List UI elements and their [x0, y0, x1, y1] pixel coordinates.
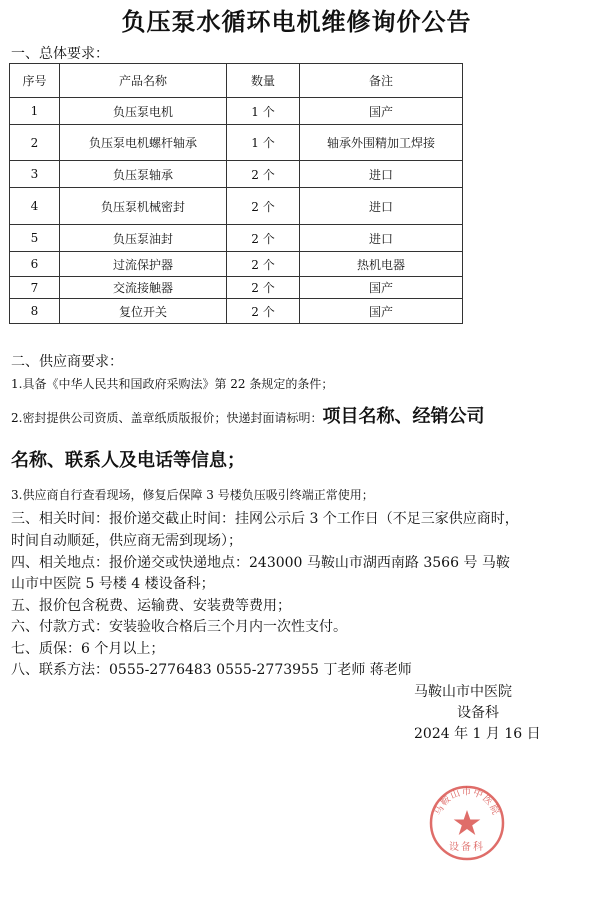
requirement-3: 3.供应商自行查看现场，修复后保障 3 号楼负压吸引终端正常使用； [11, 488, 374, 502]
section-3-line-1: 三、相关时间：报价递交截止时间：挂网公示后 3 个工作日（不足三家供应商时， [11, 511, 519, 527]
cell-quantity: 2 个 [227, 225, 300, 252]
cell-remark: 国产 [300, 299, 463, 324]
cell-quantity: 2 个 [227, 161, 300, 188]
cell-index: 6 [10, 252, 60, 277]
cell-product-name: 负压泵电机 [60, 98, 227, 125]
cell-remark: 轴承外围精加工焊接 [300, 125, 463, 161]
cell-index: 3 [10, 161, 60, 188]
section-2-heading: 二、供应商要求： [11, 354, 123, 370]
requirement-1: 1.具备《中华人民共和国政府采购法》第 22 条规定的条件； [11, 377, 334, 391]
seal-star-icon [454, 810, 481, 835]
cell-product-name: 复位开关 [60, 299, 227, 324]
requirement-2 [11, 402, 484, 428]
cell-index: 8 [10, 299, 60, 324]
cell-remark: 进口 [300, 188, 463, 225]
section-7: 七、质保：6 个月以上； [11, 641, 165, 657]
table-row [10, 161, 463, 188]
section-3-line-2: 时间自动顺延，供应商无需到现场）； [11, 533, 242, 549]
cell-product-name: 负压泵轴承 [60, 161, 227, 188]
col-header-remark: 备注 [300, 64, 463, 98]
cell-product-name: 交流接触器 [60, 277, 227, 299]
cell-quantity: 1 个 [227, 98, 300, 125]
section-8-contact: 八、联系方法：0555-2776483 0555-2773955 丁老师 蒋老师 [11, 662, 412, 678]
cell-quantity: 2 个 [227, 188, 300, 225]
official-seal-stamp [428, 784, 506, 862]
signature-dept: 设备科 [457, 705, 499, 721]
cell-quantity: 2 个 [227, 277, 300, 299]
cell-index: 5 [10, 225, 60, 252]
requirement-2-emphasis-1: 项目名称、经销公司 [322, 406, 485, 427]
cell-remark: 进口 [300, 225, 463, 252]
cell-quantity: 2 个 [227, 252, 300, 277]
cell-remark: 国产 [300, 277, 463, 299]
table-header-row [10, 64, 463, 98]
requirements-table [9, 63, 463, 324]
page-title: 负压泵水循环电机维修询价公告 [121, 7, 472, 36]
cell-product-name: 负压泵机械密封 [60, 188, 227, 225]
section-4-line-2: 山市中医院 5 号楼 4 楼设备科； [11, 576, 215, 592]
cell-quantity: 1 个 [227, 125, 300, 161]
section-4-line-1: 四、相关地点：报价递交或快递地点：243000 马鞍山市湖西南路 3566 号 马鞍 [11, 555, 510, 571]
section-1-heading: 一、总体要求： [11, 46, 109, 62]
requirement-2-emphasis-2: 名称、联系人及电话等信息； [11, 450, 245, 471]
table-row [10, 125, 463, 161]
table-row [10, 252, 463, 277]
requirement-2-text: 2.密封提供公司资质、盖章纸质版报价；快递封面请标明： [11, 411, 323, 425]
col-header-product: 产品名称 [60, 64, 227, 98]
cell-index: 2 [10, 125, 60, 161]
cell-index: 1 [10, 98, 60, 125]
table-row [10, 299, 463, 324]
signature-org: 马鞍山市中医院 [414, 684, 512, 700]
table-row [10, 188, 463, 225]
table-row [10, 277, 463, 299]
section-6: 六、付款方式：安装验收合格后三个月内一次性支付。 [11, 619, 347, 635]
svg-text:设备科: 设备科 [449, 842, 485, 853]
cell-index: 7 [10, 277, 60, 299]
cell-remark: 国产 [300, 98, 463, 125]
cell-index: 4 [10, 188, 60, 225]
cell-product-name: 负压泵电机螺杆轴承 [60, 125, 227, 161]
cell-remark: 进口 [300, 161, 463, 188]
cell-product-name: 负压泵油封 [60, 225, 227, 252]
svg-text:马鞍山市中医院: 马鞍山市中医院 [432, 786, 502, 818]
col-header-quantity: 数量 [227, 64, 300, 98]
table-row [10, 98, 463, 125]
cell-quantity: 2 个 [227, 299, 300, 324]
section-5: 五、报价包含税费、运输费、安装费等费用； [11, 598, 291, 614]
signature-date: 2024 年 1 月 16 日 [414, 726, 541, 742]
cell-product-name: 过流保护器 [60, 252, 227, 277]
col-header-index: 序号 [10, 64, 60, 98]
table-row [10, 225, 463, 252]
cell-remark: 热机电器 [300, 252, 463, 277]
